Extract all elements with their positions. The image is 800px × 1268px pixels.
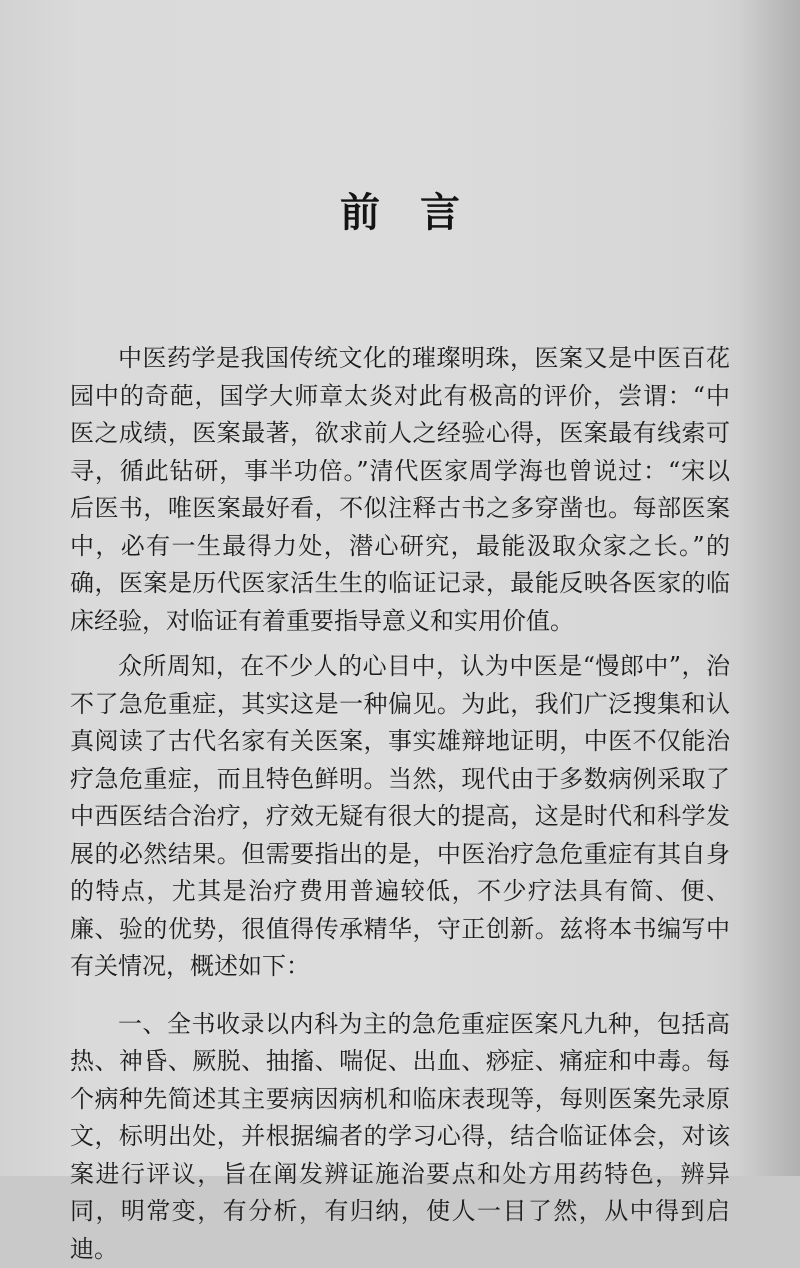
paragraph-1: 中医药学是我国传统文化的璀璨明珠，医案又是中医百花园中的奇葩，国学大师章太炎对此有极高的评价，尝谓：“中医之成绩，医案最著，欲求前人之经验心得，医案最有线索可寻，循此钻研，事半功倍。”清代医家周学海也曾说过：“宋以后医书，唯医案最好看，不似注释古书之多穿凿也。每部医案中，必有一生最得力处，潜心研究，最能汲取众家之长。”的确，医案是历代医家活生生的临证记录，最能反映各医家的临床经验，对临证有着重要指导意义和实用价值。 [70,340,730,640]
page-edge-shadow [740,0,800,1176]
paragraph-2: 众所周知，在不少人的心目中，认为中医是“慢郎中”，治不了急危重症，其实这是一种偏见。为此，我们广泛搜集和认真阅读了古代名家有关医案，事实雄辩地证明，中医不仅能治疗急危重症，而且特色鲜明。当然，现代由于多数病例采取了中西医结合治疗，疗效无疑有很大的提高，这是时代和科学发展的必然结果。但需要指出的是，中医治疗急危重症有其自身的特点，尤其是治疗费用普遍较低，不少疗法具有简、便、廉、验的优势，很值得传承精华，守正创新。兹将本书编写中有关情况，概述如下： [70,648,730,986]
paragraph-3: 一、全书收录以内科为主的急危重症医案凡九种，包括高热、神昏、厥脱、抽搐、喘促、出血、痧症、痛症和中毒。每个病种先简述其主要病因病机和临床表现等，每则医案先录原文，标明出处，并根据编者的学习心得，结合临证体会，对该案进行评议，旨在阐发辨证施治要点和处方用药特色，辨异同，明常变，有分析，有归纳，使人一目了然，从中得到启迪。 [70,1006,730,1268]
preface-body [70,340,730,1268]
page-title: 前言 [0,188,800,238]
